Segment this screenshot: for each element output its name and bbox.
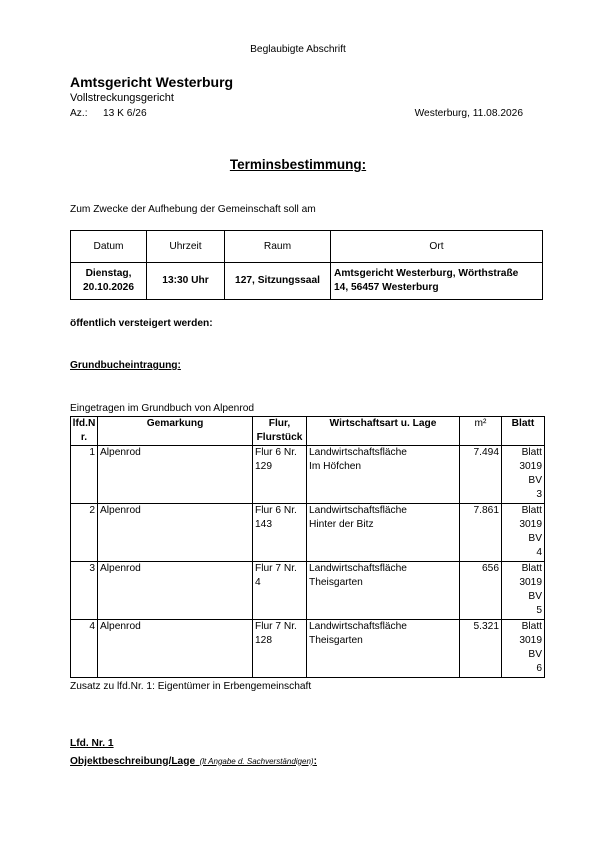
row-wirtschaft xyxy=(307,562,460,620)
row-area: 7.861 xyxy=(460,504,502,562)
col-nr-line2: r. xyxy=(80,432,88,443)
table-row xyxy=(71,562,545,620)
row-blatt xyxy=(502,620,545,678)
col-gemarkung: Gemarkung xyxy=(98,417,253,446)
row-gemarkung: Alpenrod xyxy=(98,446,253,504)
document-title: Terminsbestimmung: xyxy=(229,157,367,172)
row-blatt-line2: 3019 xyxy=(519,577,542,588)
land-register-header-row xyxy=(71,417,545,446)
appointment-room: 127, Sitzungssaal xyxy=(225,263,331,300)
row-area: 656 xyxy=(460,562,502,620)
row-blatt-line4: 4 xyxy=(536,547,542,558)
row-nr: 1 xyxy=(71,446,98,504)
row-flur-line1: Flur 7 Nr. xyxy=(255,563,297,574)
appointment-place-line1: Amtsgericht Westerburg, Wörthstraße xyxy=(334,268,519,279)
file-label: Az.: xyxy=(70,108,88,119)
header-time: Uhrzeit xyxy=(147,231,225,263)
court-department: Vollstreckungsgericht xyxy=(70,92,174,104)
row-blatt-line2: 3019 xyxy=(519,461,542,472)
row-nr: 2 xyxy=(71,504,98,562)
row-blatt-line4: 6 xyxy=(536,663,542,674)
row-blatt-line2: 3019 xyxy=(519,519,542,530)
land-register-heading: Grundbucheintragung: xyxy=(70,360,181,371)
land-register-intro: Eingetragen im Grundbuch von Alpenrod xyxy=(70,403,255,414)
appointment-date xyxy=(71,263,147,300)
object-description-label: Objektbeschreibung/Lage xyxy=(70,756,196,767)
row-wirtschaft xyxy=(307,504,460,562)
row-flur-line1: Flur 6 Nr. xyxy=(255,505,297,516)
row-nr: 3 xyxy=(71,562,98,620)
place-date: Westerburg, 11.08.2026 xyxy=(414,108,523,119)
row-art: Landwirtschaftsfläche xyxy=(309,447,407,458)
row-flur xyxy=(253,562,307,620)
row-lage: Im Höfchen xyxy=(309,461,362,472)
row-art: Landwirtschaftsfläche xyxy=(309,563,407,574)
appointment-header-row xyxy=(71,231,543,263)
court-name: Amtsgericht Westerburg xyxy=(70,74,234,90)
row-flur-line2: 128 xyxy=(255,635,272,646)
appointment-date-value: 20.10.2026 xyxy=(83,282,134,293)
row-lage: Hinter der Bitz xyxy=(309,519,374,530)
row-gemarkung: Alpenrod xyxy=(98,620,253,678)
row-wirtschaft xyxy=(307,446,460,504)
object-heading: Lfd. Nr. 1 xyxy=(70,738,114,749)
row-art: Landwirtschaftsfläche xyxy=(309,505,407,516)
row-blatt-line3: BV xyxy=(528,533,542,544)
row-area: 7.494 xyxy=(460,446,502,504)
row-wirtschaft xyxy=(307,620,460,678)
row-blatt-line3: BV xyxy=(528,591,542,602)
row-blatt-line1: Blatt xyxy=(521,505,542,516)
object-description-colon: : xyxy=(313,756,317,767)
header-place: Ort xyxy=(331,231,543,263)
row-blatt-line4: 5 xyxy=(536,605,542,616)
land-register-table xyxy=(70,416,545,678)
intro-text: Zum Zwecke der Aufhebung der Gemeinschaft soll am xyxy=(70,204,316,215)
row-flur-line2: 4 xyxy=(255,577,261,588)
row-blatt-line1: Blatt xyxy=(521,563,542,574)
col-nr xyxy=(71,417,98,446)
header-date: Datum xyxy=(71,231,147,263)
row-flur xyxy=(253,446,307,504)
row-flur-line1: Flur 7 Nr. xyxy=(255,621,297,632)
auction-text: öffentlich versteigert werden: xyxy=(70,318,213,329)
row-blatt xyxy=(502,562,545,620)
col-blatt: Blatt xyxy=(502,417,545,446)
appointment-time: 13:30 Uhr xyxy=(147,263,225,300)
row-lage: Theisgarten xyxy=(309,577,363,588)
appointment-weekday: Dienstag, xyxy=(85,268,132,279)
row-blatt-line3: BV xyxy=(528,475,542,486)
row-flur-line2: 143 xyxy=(255,519,272,530)
col-flur-line1: Flur, xyxy=(268,418,291,429)
object-description-line xyxy=(70,751,317,769)
row-gemarkung: Alpenrod xyxy=(98,504,253,562)
row-flur xyxy=(253,504,307,562)
object-description-note: (lt Angabe d. Sachverständigen) xyxy=(199,757,314,766)
row-blatt xyxy=(502,446,545,504)
row-blatt xyxy=(502,504,545,562)
copy-note: Beglaubigte Abschrift xyxy=(250,44,346,55)
row-blatt-line4: 3 xyxy=(536,489,542,500)
row-blatt-line1: Blatt xyxy=(521,447,542,458)
row-lage: Theisgarten xyxy=(309,635,363,646)
col-area: m² xyxy=(460,417,502,446)
table-row xyxy=(71,504,545,562)
row-flur xyxy=(253,620,307,678)
col-nr-line1: lfd.N xyxy=(72,418,96,429)
header-room: Raum xyxy=(225,231,331,263)
row-blatt-line1: Blatt xyxy=(521,621,542,632)
row-flur-line2: 129 xyxy=(255,461,272,472)
table-row xyxy=(71,620,545,678)
file-number: 13 K 6/26 xyxy=(103,108,147,119)
row-art: Landwirtschaftsfläche xyxy=(309,621,407,632)
land-register-note: Zusatz zu lfd.Nr. 1: Eigentümer in Erbengemeinschaft xyxy=(70,681,312,692)
appointment-place-line2: 14, 56457 Westerburg xyxy=(334,282,439,293)
col-wirtschaft: Wirtschaftsart u. Lage xyxy=(307,417,460,446)
table-row xyxy=(71,446,545,504)
row-gemarkung: Alpenrod xyxy=(98,562,253,620)
appointment-table xyxy=(70,230,543,300)
row-blatt-line3: BV xyxy=(528,649,542,660)
row-flur-line1: Flur 6 Nr. xyxy=(255,447,297,458)
row-nr: 4 xyxy=(71,620,98,678)
row-blatt-line2: 3019 xyxy=(519,635,542,646)
appointment-place xyxy=(331,263,543,300)
col-flur xyxy=(253,417,307,446)
col-flur-line2: Flurstück xyxy=(256,432,303,443)
row-area: 5.321 xyxy=(460,620,502,678)
appointment-row xyxy=(71,263,543,300)
